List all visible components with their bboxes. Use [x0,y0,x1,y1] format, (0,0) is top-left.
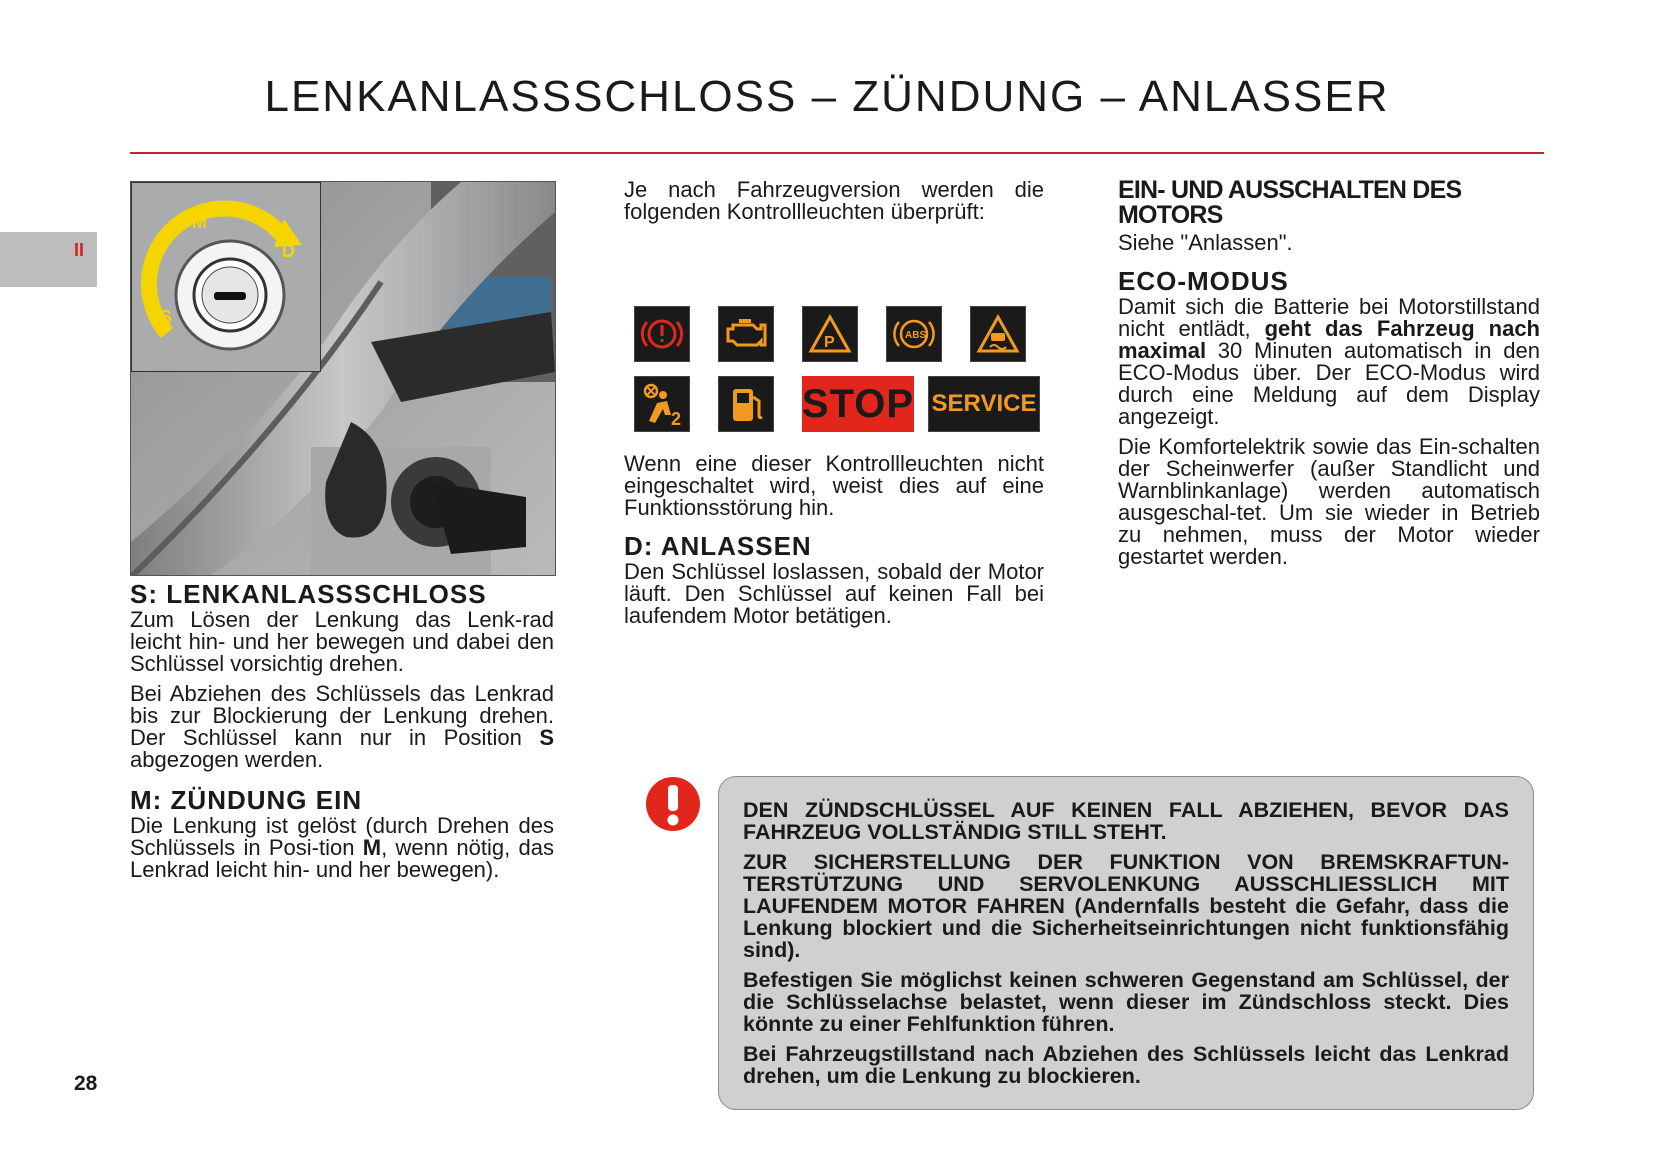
lamps-intro: Je nach Fahrzeugversion werden die folgenden Kontrollleuchten überprüft: [624,177,1044,224]
service-lamp-text: SERVICE [931,390,1037,417]
warning-paragraph-2: ZUR SICHERSTELLUNG DER FUNKTION VON BREMSKRAFTUN-TERSTÜTZUNG UND SERVOLENKUNG AUSSCHLIESSLICH MIT LAUFENDEM MOTOR FAHREN (Andernfalls besteht die Gefahr, dass die Lenkung blockiert und die Sicherheitseinrichtungen nicht funktionsfähig sind). [743,850,1509,962]
m-paragraph: Die Lenkung ist gelöst (durch Drehen des Schlüssels in Posi-tion M, wenn nötig, das Lenkrad leicht hin- und her bewegen). [130,813,554,882]
service-lamp-icon [928,376,1040,432]
warning-lamps [624,302,1044,442]
abs-icon [886,306,942,362]
section-heading-eco: ECO-MODUS [1118,266,1289,296]
warning-box [718,776,1534,1110]
section-heading-s: S: LENKANLASSSCHLOSS [130,579,487,609]
stop-lamp-text: STOP [801,381,915,426]
fuel-level-icon [718,376,774,432]
engine-check-icon [718,306,774,362]
lamps-failure-note: Wenn eine dieser Kontrollleuchten nicht eingeschaltet wird, weist dies auf eine Funktionsstörung hin. [624,451,1044,520]
chapter-tab[interactable] [0,232,97,287]
svg-text:2: 2 [671,409,682,429]
eco-paragraph-2: Die Komfortelektrik sowie das Ein-schalten der Scheinwerfer (außer Standlicht und Warnblinkanlage) werden automatisch ausgeschal-tet. Um sie wieder in Betrieb zu nehmen, muss der Motor wieder gestartet werden. [1118,434,1540,569]
s-paragraph-1: Zum Lösen der Lenkung das Lenk-rad leicht hin- und her bewegen und dabei den Schlüssel vorsichtig drehen. [130,607,554,676]
s-paragraph-2: Bei Abziehen des Schlüssels das Lenkrad bis zur Blockierung der Lenkung drehen. Der Schlüssel kann nur in Position S abgezogen werden. [130,681,554,772]
stop-lamp-icon [802,376,914,432]
passenger-airbag-off-icon [634,376,690,432]
esp-icon [970,306,1026,362]
position-m-label: M [192,212,207,232]
engine-onoff-paragraph: Siehe "Anlassen". [1118,230,1293,255]
svg-text:P: P [824,334,835,351]
title-divider [130,152,1544,154]
warning-paragraph-3: Befestigen Sie möglichst keinen schweren Gegenstand am Schlüssel, der die Schlüsselachse belastet, wenn dieser im Zündschloss steckt. Dies könnte zu einer Fehlfunktion führen. [743,968,1509,1036]
warning-exclamation-icon [645,776,701,832]
page-number: 28 [74,1072,98,1095]
page-title: LENKANLASSSCHLOSS – ZÜNDUNG – ANLASSER [264,72,1390,121]
section-heading-m: M: ZÜNDUNG EIN [130,785,363,815]
position-d-label: D [282,241,295,261]
position-s-label: S [160,307,173,327]
right-column [1118,178,1540,576]
brake-warning-icon [634,306,690,362]
left-column [130,579,554,889]
warning-paragraph-4: Bei Fahrzeugstillstand nach Abziehen des Schlüssels leicht das Lenkrad drehen, um die Lenkung zu blockieren. [743,1042,1509,1088]
ignition-lock-figure [130,181,556,576]
svg-text:ABS: ABS [905,330,927,341]
parking-brake-icon [802,306,858,362]
section-heading-engine-onoff: EIN- UND AUSSCHALTEN DES MOTORS [1118,176,1462,229]
middle-column-top [624,179,1044,231]
section-heading-d: D: ANLASSEN [624,531,812,561]
warning-paragraph-1: DEN ZÜNDSCHLÜSSEL AUF KEINEN FALL ABZIEHEN, BEVOR DAS FAHRZEUG VOLLSTÄNDIG STILL STEHT. [743,798,1509,844]
d-paragraph: Den Schlüssel loslassen, sobald der Motor läuft. Den Schlüssel auf keinen Fall bei laufendem Motor betätigen. [624,559,1044,628]
middle-column-bottom [624,453,1044,635]
key-positions-inset [131,182,321,372]
key-position-diagram [132,183,320,371]
eco-paragraph-1: Damit sich die Batterie bei Motorstillstand nicht entlädt, geht das Fahrzeug nach maximal 30 Minuten automatisch in den ECO-Modus über. Der ECO-Modus wird durch eine Meldung auf dem Display angezeigt. [1118,294,1540,429]
chapter-number: II [74,240,85,260]
